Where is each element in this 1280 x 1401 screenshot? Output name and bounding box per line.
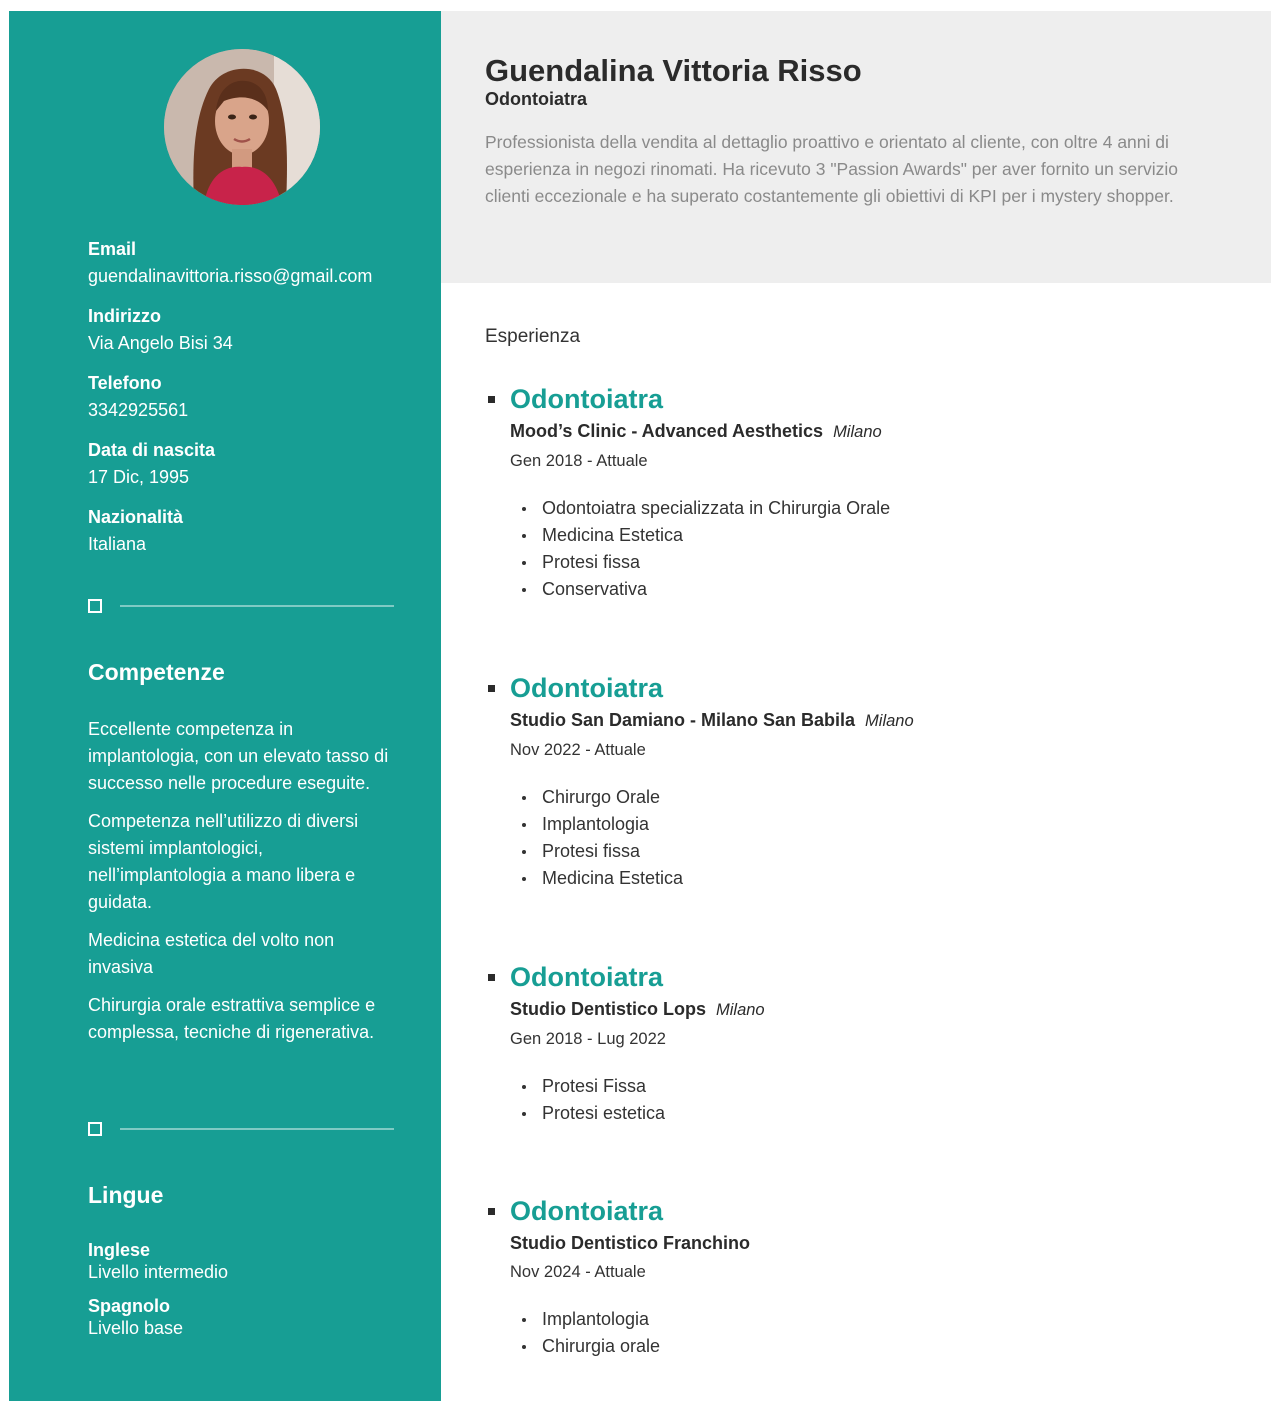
skill-item: Chirurgia orale estrattiva semplice e complessa, tecniche di rigenerativa. (88, 995, 376, 1042)
job-company (485, 1231, 1245, 1255)
job-entry (485, 672, 1245, 892)
contact-label: Nazionalità (88, 507, 184, 527)
company-name: Studio San Damiano - Milano San Babila (510, 710, 856, 730)
company-name: Mood’s Clinic - Advanced Aesthetics (510, 421, 824, 441)
language-item (88, 1295, 408, 1339)
task-item: Chirurgia orale (522, 1333, 1245, 1360)
skill-item: Medicina estetica del volto non invasiva (88, 930, 335, 977)
job-title-text: Odontoiatra (510, 962, 663, 992)
main-content (441, 11, 1271, 1401)
job-tasks (485, 1306, 1245, 1360)
divider-line (120, 605, 394, 607)
section-divider (88, 598, 394, 614)
avatar (164, 49, 320, 205)
contact-label: Telefono (88, 373, 162, 393)
language-item (88, 1239, 408, 1283)
task-item: Protesi estetica (522, 1100, 1245, 1127)
job-entry (485, 1195, 1245, 1360)
company-city: Milano (833, 423, 882, 441)
language-level: Livello base (88, 1318, 184, 1338)
contact-label: Indirizzo (88, 306, 161, 326)
experience-title: Esperienza (485, 326, 581, 347)
square-bullet-icon (488, 1208, 495, 1215)
job-title-text: Odontoiatra (510, 1196, 663, 1226)
job-tasks (485, 784, 1245, 892)
languages-title: Lingue (88, 1182, 164, 1208)
square-bullet-icon (488, 396, 495, 403)
company-city: Milano (865, 712, 914, 730)
contact-phone (88, 370, 418, 424)
task-item: Medicina Estetica (522, 522, 1245, 549)
square-icon (88, 1122, 102, 1136)
language-name: Inglese (88, 1240, 151, 1260)
job-tasks (485, 495, 1245, 603)
contact-section (88, 236, 418, 571)
language-level: Livello intermedio (88, 1262, 229, 1282)
job-title (485, 672, 1245, 704)
contact-birthdate (88, 437, 418, 491)
job-company (485, 997, 1245, 1022)
divider-line (120, 1128, 394, 1130)
profile-photo (164, 49, 320, 205)
job-period: Gen 2018 - Attuale (510, 452, 648, 470)
contact-value[interactable]: 3342925561 (88, 400, 189, 420)
skill-item: Eccellente competenza in implantologia, con un elevato tasso di successo nelle procedure eseguite. (88, 719, 389, 793)
languages-list (88, 1239, 408, 1351)
contact-label: Email (88, 239, 137, 259)
resume-header (441, 11, 1271, 283)
job-entry (485, 383, 1245, 603)
job-tasks (485, 1073, 1245, 1127)
task-item: Implantologia (522, 1306, 1245, 1333)
skills-title: Competenze (88, 659, 225, 685)
contact-email (88, 236, 418, 290)
language-name: Spagnolo (88, 1296, 170, 1316)
contact-value: 17 Dic, 1995 (88, 467, 190, 487)
square-bullet-icon (488, 685, 495, 692)
company-name: Studio Dentistico Lops (510, 999, 706, 1019)
square-icon (88, 599, 102, 613)
task-item: Implantologia (522, 811, 1245, 838)
job-period: Nov 2024 - Attuale (510, 1263, 646, 1281)
profile-summary: Professionista della vendita al dettaglio proattivo e orientato al cliente, con oltre 4 anni di esperienza in negozi rinomati. Ha ricevuto 3 "Passion Awards" per aver fornito un servizio clienti eccezionale e ha superato costantemente gli obiettivi di KPI per i mystery shopper. (485, 132, 1179, 206)
contact-label: Data di nascita (88, 440, 216, 460)
contact-value: Via Angelo Bisi 34 (88, 333, 233, 353)
company-name: Studio Dentistico Franchino (510, 1233, 751, 1253)
job-title (485, 961, 1245, 993)
job-company (485, 708, 1245, 733)
resume-page (9, 11, 1271, 1401)
job-period: Gen 2018 - Lug 2022 (510, 1030, 666, 1048)
skills-list (88, 716, 403, 1057)
job-entry (485, 961, 1245, 1127)
job-title-text: Odontoiatra (510, 384, 663, 414)
person-role: Odontoiatra (485, 89, 587, 109)
skill-item: Competenza nell’utilizzo di diversi sistemi implantologici, nell’implantologia a mano libera e guidata. (88, 811, 359, 912)
task-item: Conservativa (522, 576, 1245, 603)
task-item: Protesi fissa (522, 549, 1245, 576)
job-company (485, 419, 1245, 444)
contact-value[interactable]: guendalinavittoria.risso@gmail.com (88, 266, 373, 286)
job-title (485, 383, 1245, 415)
task-item: Protesi fissa (522, 838, 1245, 865)
job-period: Nov 2022 - Attuale (510, 741, 646, 759)
task-item: Medicina Estetica (522, 865, 1245, 892)
contact-address (88, 303, 418, 357)
square-bullet-icon (488, 974, 495, 981)
task-item: Odontoiatra specializzata in Chirurgia Orale (522, 495, 1245, 522)
contact-nationality (88, 504, 418, 558)
task-item: Chirurgo Orale (522, 784, 1245, 811)
section-divider (88, 1121, 394, 1137)
task-item: Protesi Fissa (522, 1073, 1245, 1100)
company-city: Milano (716, 1001, 765, 1019)
contact-value: Italiana (88, 534, 147, 554)
person-name: Guendalina Vittoria Risso (485, 53, 862, 88)
job-title (485, 1195, 1245, 1227)
job-title-text: Odontoiatra (510, 673, 663, 703)
sidebar (9, 11, 441, 1401)
